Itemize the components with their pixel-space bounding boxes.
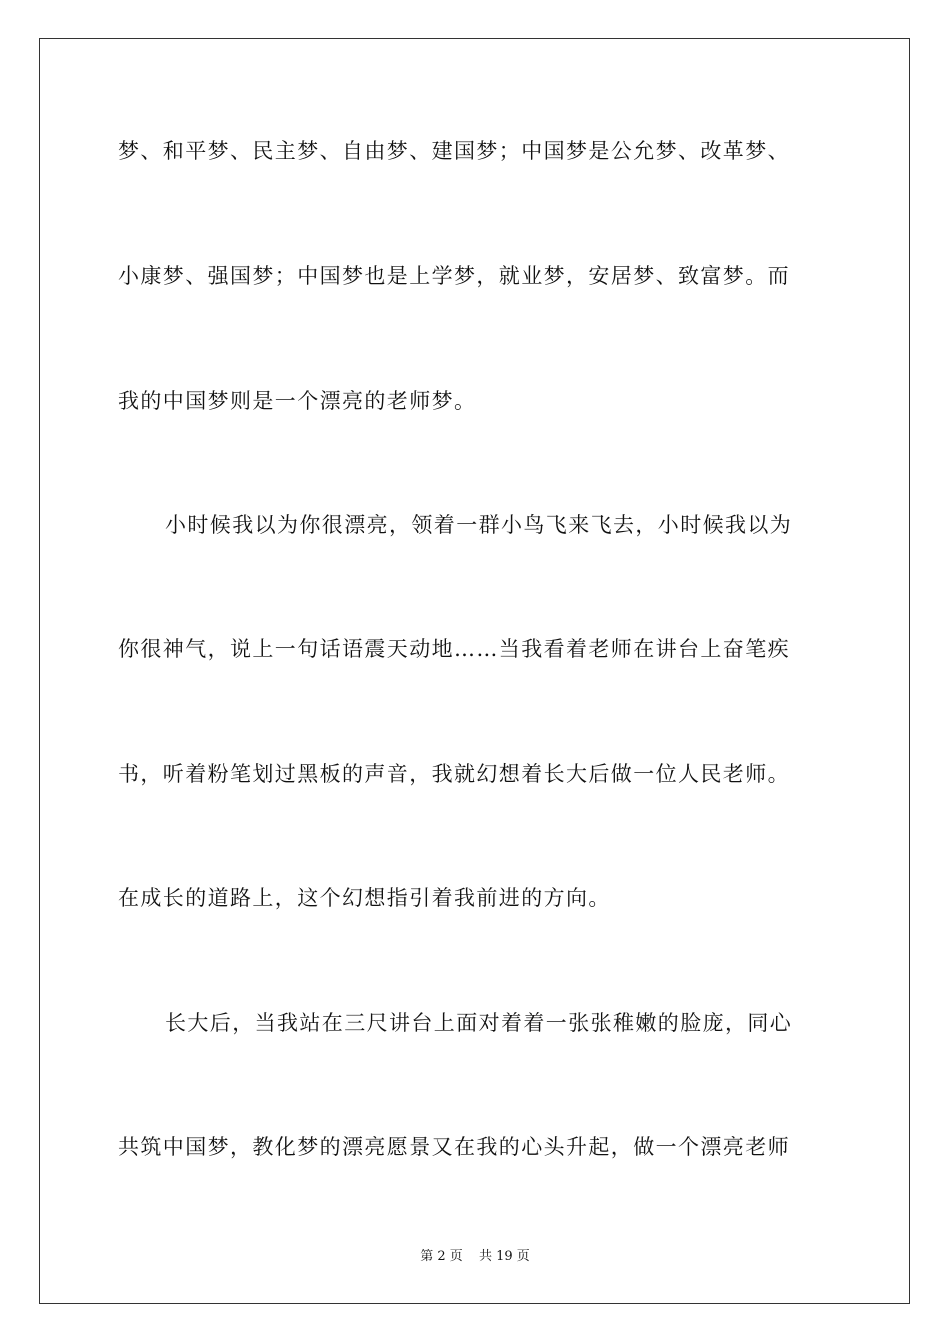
page-border [39,38,910,1304]
page-footer [0,1248,950,1266]
page-number: 第 2 页 [420,1249,463,1264]
total-pages: 共 19 页 [478,1249,530,1264]
text-line: 书，听着粉笔划过黑板的声音，我就幻想着长大后做一位人民老师。 [118,762,790,786]
paragraph-first-line: 小时候我以为你很漂亮，领着一群小鸟飞来飞去，小时候我以为 [165,513,793,537]
text-line: 你很神气，说上一句话语震天动地……当我看着老师在讲台上奋笔疾 [118,637,790,661]
text-line: 我的中国梦则是一个漂亮的老师梦。 [118,389,477,413]
text-line: 小康梦、强国梦；中国梦也是上学梦，就业梦，安居梦、致富梦。而 [118,264,790,288]
text-line: 共筑中国梦，教化梦的漂亮愿景又在我的心头升起，做一个漂亮老师 [118,1135,790,1159]
text-line: 在成长的道路上，这个幻想指引着我前进的方向。 [118,886,611,910]
paragraph-first-line: 长大后，当我站在三尺讲台上面对着着一张张稚嫩的脸庞，同心 [165,1011,793,1035]
text-line: 梦、和平梦、民主梦、自由梦、建国梦；中国梦是公允梦、改革梦、 [118,139,790,163]
